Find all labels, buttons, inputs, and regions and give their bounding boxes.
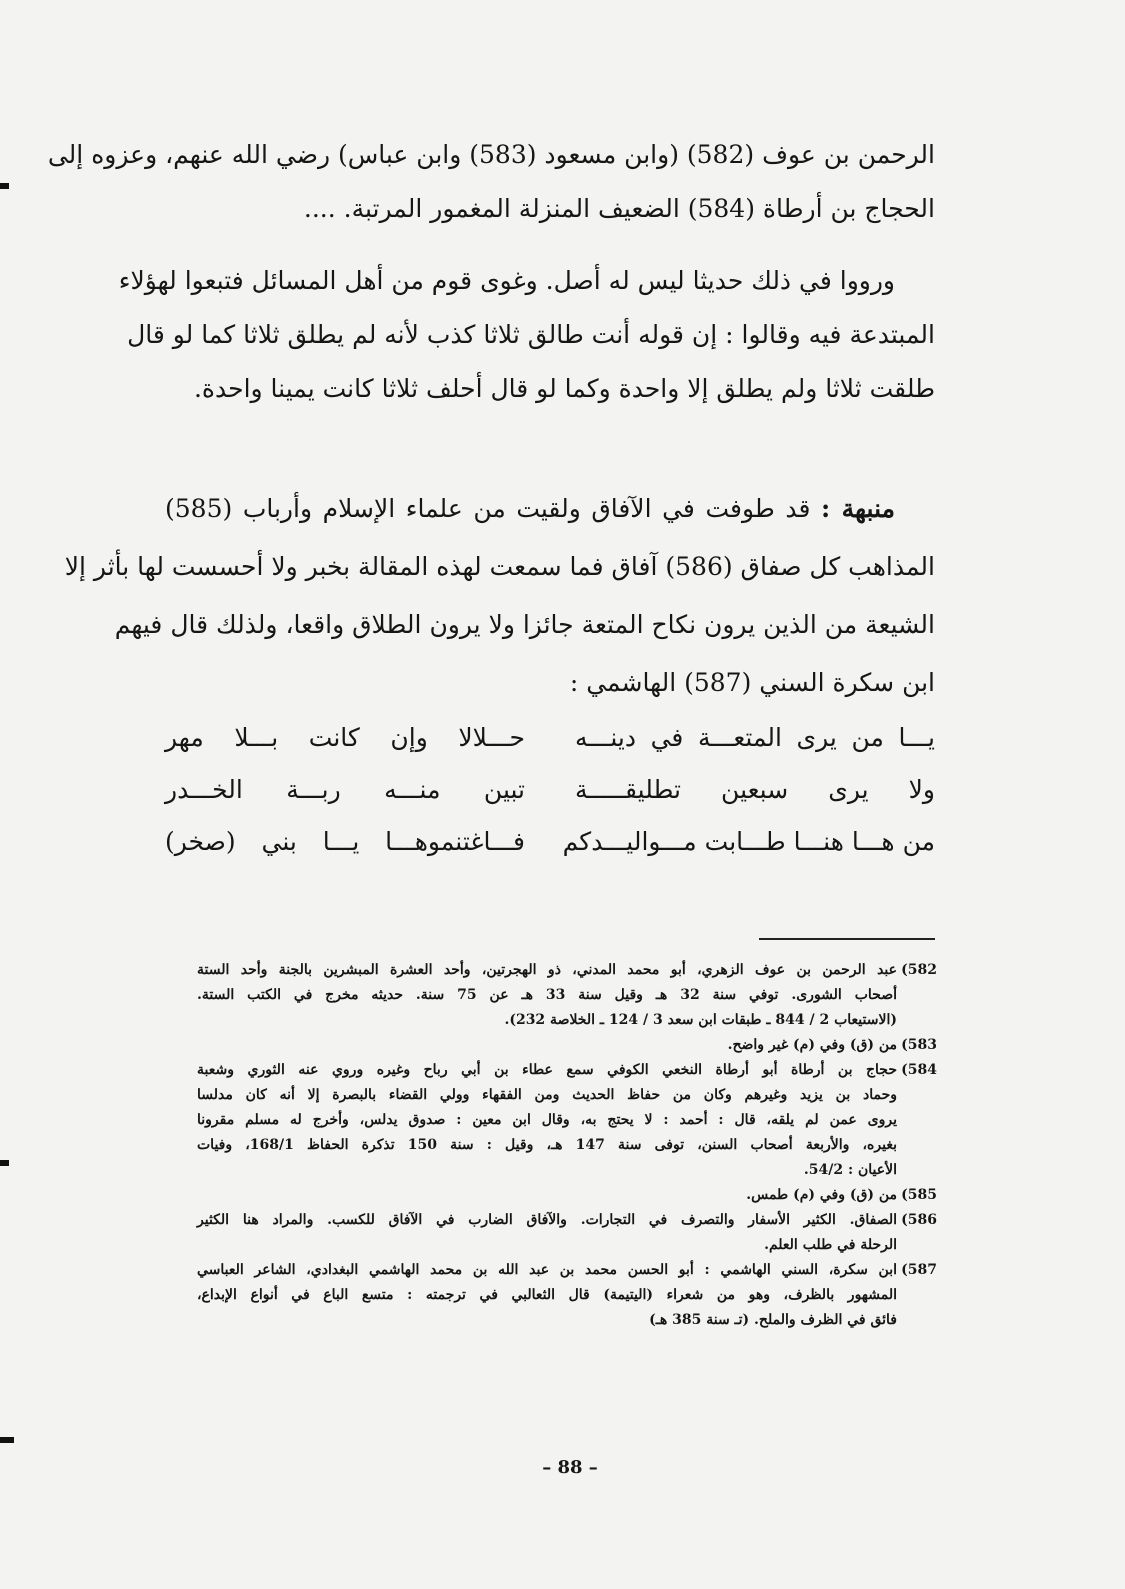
footnote-line: المشهور بالظرف، وهو من شعراء (اليتيمة) قال الثعالبي في ترجمته : متسع الباع في أنواع الإبداع، xyxy=(197,1287,897,1303)
footnote-text xyxy=(197,1258,897,1333)
footnote-separator xyxy=(759,938,935,940)
paragraph-3-line-2: المذاهب كل صفاق (586) آفاق فما سمعت لهذه المقالة بخبر ولا أحسست لها بأثر إلا xyxy=(64,552,935,581)
footnote-text xyxy=(197,1058,897,1183)
poem-verse-1-second-hemistich: حـــلالا وإن كانت بـــلا مهر xyxy=(165,723,525,752)
footnote-text xyxy=(197,1183,897,1208)
paragraph-3-line-3: الشيعة من الذين يرون نكاح المتعة جائزا ولا يرون الطلاق واقعا، ولذلك قال فيهم xyxy=(114,610,935,639)
poem-verse-1 xyxy=(165,712,935,764)
footnote-584 xyxy=(197,1058,937,1183)
paragraph-1-line-1: الرحمن بن عوف (582) (وابن مسعود (583) وابن عباس) رضي الله عنهم، وعزوه إلى xyxy=(47,140,935,169)
footnote-583 xyxy=(197,1033,937,1058)
poem-verse-2-second-hemistich: تبين منـــه ربـــة الخـــدر xyxy=(165,775,525,804)
paragraph-3-line-1-text: قد طوفت في الآفاق ولقيت من علماء الإسلام وأرباب (585) xyxy=(165,494,811,523)
footnotes xyxy=(197,958,937,1333)
footnote-582 xyxy=(197,958,937,1033)
footnote-line: الصفاق. الكثير الأسفار والتصرف في التجارات. والآفاق الضارب في الآفاق للكسب. والمراد هنا الكثير xyxy=(197,1212,897,1228)
scan-edge-mark xyxy=(0,1160,9,1166)
footnote-line: أصحاب الشورى. توفي سنة 32 هـ وقيل سنة 33 هـ عن 75 سنة. حديثه مخرج في الكتب الستة. xyxy=(197,987,897,1003)
paragraph-1 xyxy=(47,128,935,238)
footnote-number: 584) xyxy=(901,1062,937,1078)
paragraph-1-line-2: الحجاج بن أرطاة (584) الضعيف المنزلة المغمور المرتبة. .... xyxy=(303,194,935,223)
page-number: – 88 – xyxy=(542,1457,598,1478)
footnote-text xyxy=(197,1033,897,1058)
scan-edge-mark xyxy=(0,1437,14,1443)
paragraph-2-line-2: المبتدعة فيه وقالوا : إن قوله أنت طالق ثلاثا كذب لأنه لم يطلق ثلاثا كما لو قال xyxy=(127,320,935,349)
paragraph-3-lead: منبهة : xyxy=(821,494,896,523)
paragraph-3 xyxy=(64,480,935,697)
footnote-line: ابن سكرة، السني الهاشمي : أبو الحسن محمد بن عبد الله بن محمد الهاشمي البغدادي، الشاعر العباسي xyxy=(197,1262,897,1278)
paragraph-2-line-3: طلقت ثلاثا ولم يطلق إلا واحدة وكما لو قال أحلف ثلاثا كانت يمينا واحدة. xyxy=(193,374,935,403)
footnote-line: الأعيان : 54/2. xyxy=(803,1162,897,1178)
footnote-text xyxy=(197,958,897,1033)
paragraph-3-line-4: ابن سكرة السني (587) الهاشمي : xyxy=(569,668,935,697)
poem-verse-3-second-hemistich: فـــاغتنموهـــا يـــا بني (صخر) xyxy=(165,827,525,856)
paragraph-2 xyxy=(118,254,935,424)
poem-verse-3 xyxy=(165,816,935,868)
footnote-line: فائق في الظرف والملح. (تـ سنة 385 هـ) xyxy=(649,1312,897,1328)
footnote-line: حجاج بن أرطاة أبو أرطاة النخعي الكوفي سمع عطاء بن أبي رباح وغيره وروي عنه الثوري وشعبة xyxy=(197,1062,897,1078)
footnote-number: 582) xyxy=(901,962,937,978)
footnote-587 xyxy=(197,1258,937,1333)
footnote-line: (الاستيعاب 2 / 844 ـ طبقات ابن سعد 3 / 124 ـ الخلاصة 232). xyxy=(504,1012,897,1028)
footnote-text xyxy=(197,1208,897,1258)
footnote-line: بغيره، والأربعة أصحاب السنن، توفى سنة 147 هـ، وقيل : سنة 150 تذكرة الحفاظ 168/1، وفيات xyxy=(197,1137,897,1153)
footnote-number: 587) xyxy=(901,1262,937,1278)
footnote-number: 586) xyxy=(901,1212,937,1228)
poem-verse-2 xyxy=(165,764,935,816)
paragraph-2-line-1: ورووا في ذلك حديثا ليس له أصل. وغوى قوم من أهل المسائل فتبعوا لهؤلاء xyxy=(118,266,895,295)
footnote-line: من (ق) وفي (م) غير واضح. xyxy=(727,1037,897,1053)
poem-verse-1-first-hemistich: يـــا من يرى المتعـــة في دينـــه xyxy=(575,723,935,752)
footnote-line: من (ق) وفي (م) طمس. xyxy=(746,1187,897,1203)
footnote-line: عبد الرحمن بن عوف الزهري، أبو محمد المدني، ذو الهجرتين، وأحد العشرة المبشرين بالجنة وأحد الستة xyxy=(197,962,897,978)
footnote-line: وحماد بن يزيد وغيرهم وكان من حفاظ الحديث ومن الفقهاء وولي القضاء بالبصرة إلا أنه كان مدلسا xyxy=(197,1087,897,1103)
poem xyxy=(165,712,935,868)
footnote-586 xyxy=(197,1208,937,1258)
footnote-number: 583) xyxy=(901,1037,937,1053)
footnote-line: يروى عمن لم يلقه، قال : أحمد : لا يحتج به، وقال ابن معين : صدوق يدلس، وأخرج له مسلم مقرونا xyxy=(197,1112,897,1128)
paragraph-3-line-1 xyxy=(165,480,935,538)
footnote-number: 585) xyxy=(901,1187,937,1203)
footnote-585 xyxy=(197,1183,937,1208)
poem-verse-2-first-hemistich: ولا يرى سبعين تطليقـــــة xyxy=(575,775,935,804)
scan-edge-mark xyxy=(0,183,9,189)
poem-verse-3-first-hemistich: من هـــا هنـــا طـــابت مـــواليـــدكم xyxy=(562,827,935,856)
footnote-line: الرحلة في طلب العلم. xyxy=(764,1237,897,1253)
